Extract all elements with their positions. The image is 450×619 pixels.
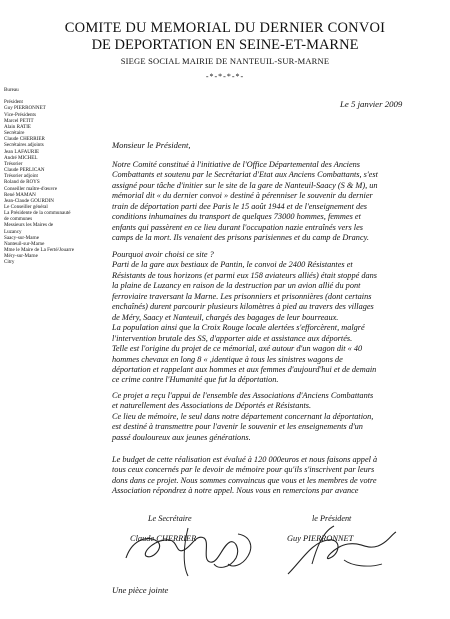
sidebar-member-line: Président <box>4 99 23 106</box>
sidebar-member-line: Nanteuil-sur-Marne <box>4 240 45 247</box>
letterhead-stars: -*-*-*-*- <box>205 72 245 81</box>
text-line: assigné pour tâche d'initier sur le site de la gare de Nanteuil-Saacy (S & M), un <box>112 180 378 190</box>
text-line: Résistants de tous horizons (et parmi eux 158 aviateurs alliés) était stoppé dans <box>112 270 378 280</box>
sidebar-member-line: Trésorier <box>4 160 23 167</box>
sidebar-member-line: Le Conseiller général <box>4 203 48 210</box>
sidebar-member-line: Jean-Claude GOURDIN <box>4 197 54 204</box>
text-line: camps de la mort. Ils venaient des prisons parisiennes et du camp de Drancy. <box>112 233 369 243</box>
text-line: Telle est l'origine du projet de ce mémorial, axé autour d'un wagon dit « 40 <box>112 344 363 354</box>
sidebar-member-line: Conseiller maître-d'œuvre <box>4 185 58 192</box>
sidebar-member-line: Claude CHERRIER <box>4 136 45 143</box>
text-line: Ce lieu de mémoire, le seul dans notre département concernant la déportation, <box>112 411 374 421</box>
text-line: dons dans ce projet. Nous sommes convaincus que vous et les membres de votre <box>112 475 377 485</box>
text-line: déportation et rappelant aux hommes et aux femmes d'aujourd'hui et de demain <box>112 364 377 374</box>
sidebar-member-line: Bureau <box>4 87 19 93</box>
president-signature <box>282 520 417 582</box>
text-line: la plaine de Luzancy en raison de la destruction par un avion allié du pont <box>112 281 361 291</box>
sidebar-member-line: Secrétaire <box>4 130 25 137</box>
sidebar-member-line: Alain RATIE <box>4 123 32 130</box>
committee-members-sidebar <box>4 87 106 266</box>
letterhead-line-1: COMITE DU MEMORIAL DU DERNIER CONVOI <box>64 20 386 36</box>
text-line: tous ceux concernés par le devoir de mémoire pour qu'ils s'inscrivent par leurs <box>112 465 375 475</box>
text-line: l'intervention brutale des SS, d'apporter aide et assistance aux déportés. <box>112 333 353 343</box>
text-line: et naturellement des Associations de Déportés et Résistants. <box>112 401 312 411</box>
paragraph-history <box>112 250 427 386</box>
sidebar-member-line: Roland de ROYS <box>4 179 40 186</box>
sidebar-member-line: Citry <box>4 259 15 266</box>
sidebar-member-line: Secrétaires adjoints <box>4 142 44 149</box>
text-line: ferroviaire traversant la Marne. Les prisonniers et prisonnières (dont certains <box>112 291 372 301</box>
text-line: ce crime contre l'Humanité que fut la déportation. <box>112 375 279 385</box>
sidebar-member-line: La Présidente de la communauté <box>4 210 71 217</box>
president-title: le Président <box>312 514 352 523</box>
text-line: de Méry, Saacy et Nanteuil, chargés des bagages de leur bourreaux. <box>112 312 339 322</box>
text-line: Parti de la gare aux bestiaux de Pantin, le convoi de 2400 Résistantes et <box>112 260 353 270</box>
sidebar-member-line: Guy PIERRONNET <box>4 105 46 112</box>
sidebar-member-line: Jean LAFAURIE <box>4 148 40 155</box>
sidebar-member-line: Mme le Maire de La Ferté/Jouarre <box>4 247 75 254</box>
secretary-name: Claude CHERRIER <box>130 534 197 543</box>
letterhead-address: SIEGE SOCIAL MAIRIE DE NANTEUIL-SUR-MARNE <box>120 56 330 66</box>
letter-date: Le 5 janvier 2009 <box>340 99 403 109</box>
sidebar-member-line: René MAMAN <box>4 191 36 198</box>
text-line: Combattants et soutenu par le Secrétariat d'Etat aux Anciens Combattants, s'est <box>112 170 378 180</box>
text-line: Ce projet a reçu l'appui de l'ensemble des Associations d'Anciens Combattants <box>112 391 374 400</box>
text-line: Pourquoi avoir choisi ce site ? <box>112 250 214 259</box>
letterhead <box>0 20 450 81</box>
letterhead-line-2: DE DEPORTATION EN SEINE-ET-MARNE <box>91 37 359 53</box>
text-line: La population ainsi que la Croix Rouge locale alertées s'efforcèrent, malgré <box>112 323 365 333</box>
paragraph-budget <box>112 455 427 497</box>
text-line: hommes chevaux en long 8 « ,identique à tous les sinistres wagons de <box>112 354 343 364</box>
enclosure-note: Une pièce jointe <box>112 585 169 595</box>
sidebar-member-line: Trésorier adjoint <box>4 173 38 180</box>
text-line: Le budget de cette réalisation est évalué à 120 000euros et nous faisons appel à <box>112 455 378 464</box>
secretary-title: Le Secrétaire <box>148 514 192 523</box>
sidebar-member-line: Saacy-sur-Marne <box>4 234 39 241</box>
president-name: Guy PIERRONNET <box>287 534 354 543</box>
sidebar-member-line: Méry-sur-Marne <box>4 253 38 260</box>
text-line: Association répondrez à notre appel. Nous vous en remercions par avance <box>112 486 359 496</box>
text-line: Notre Comité constitué à l'initiative de l'Office Départemental des Anciens <box>112 160 361 169</box>
sidebar-member-line: Vice-Présidents <box>4 111 36 118</box>
text-line: conditions inhumaines du transport de quelques 73000 hommes, femmes et <box>112 212 361 222</box>
sidebar-member-line: Marcel PETIT <box>4 117 34 124</box>
text-line: enfants qui passèrent en ce lieu durant l'occupation nazie entraînés vers les <box>112 222 364 232</box>
text-line: mémorial dit « du dernier convoi » destiné à pérenniser le souvenir du dernier <box>112 191 373 201</box>
sidebar-member-line: André MICHEL <box>4 154 38 161</box>
text-line: est destiné à transmettre pour l'avenir le souvenir et les enseignements d'un <box>112 422 363 432</box>
sidebar-member-line: Luzancy <box>4 228 22 235</box>
sidebar-member-line: Messieurs les Maires de <box>4 222 54 229</box>
salutation: Monsieur le Président, <box>112 140 191 150</box>
sidebar-member-line: de communes <box>4 216 33 223</box>
secretary-signature <box>118 520 268 580</box>
paragraph-intro <box>112 160 427 244</box>
text-line: train de déportation parti dee Paris le 15 août 1944 et de l'enseignement des <box>112 201 368 211</box>
paragraph-support <box>112 391 427 443</box>
text-line: enchaînés) durent parcourir plusieurs kilomètres à pied au travers des villages <box>112 302 374 312</box>
text-line: passé douloureux aux jeunes générations. <box>112 432 251 442</box>
sidebar-member-line: Claude PERLICAN <box>4 167 45 174</box>
